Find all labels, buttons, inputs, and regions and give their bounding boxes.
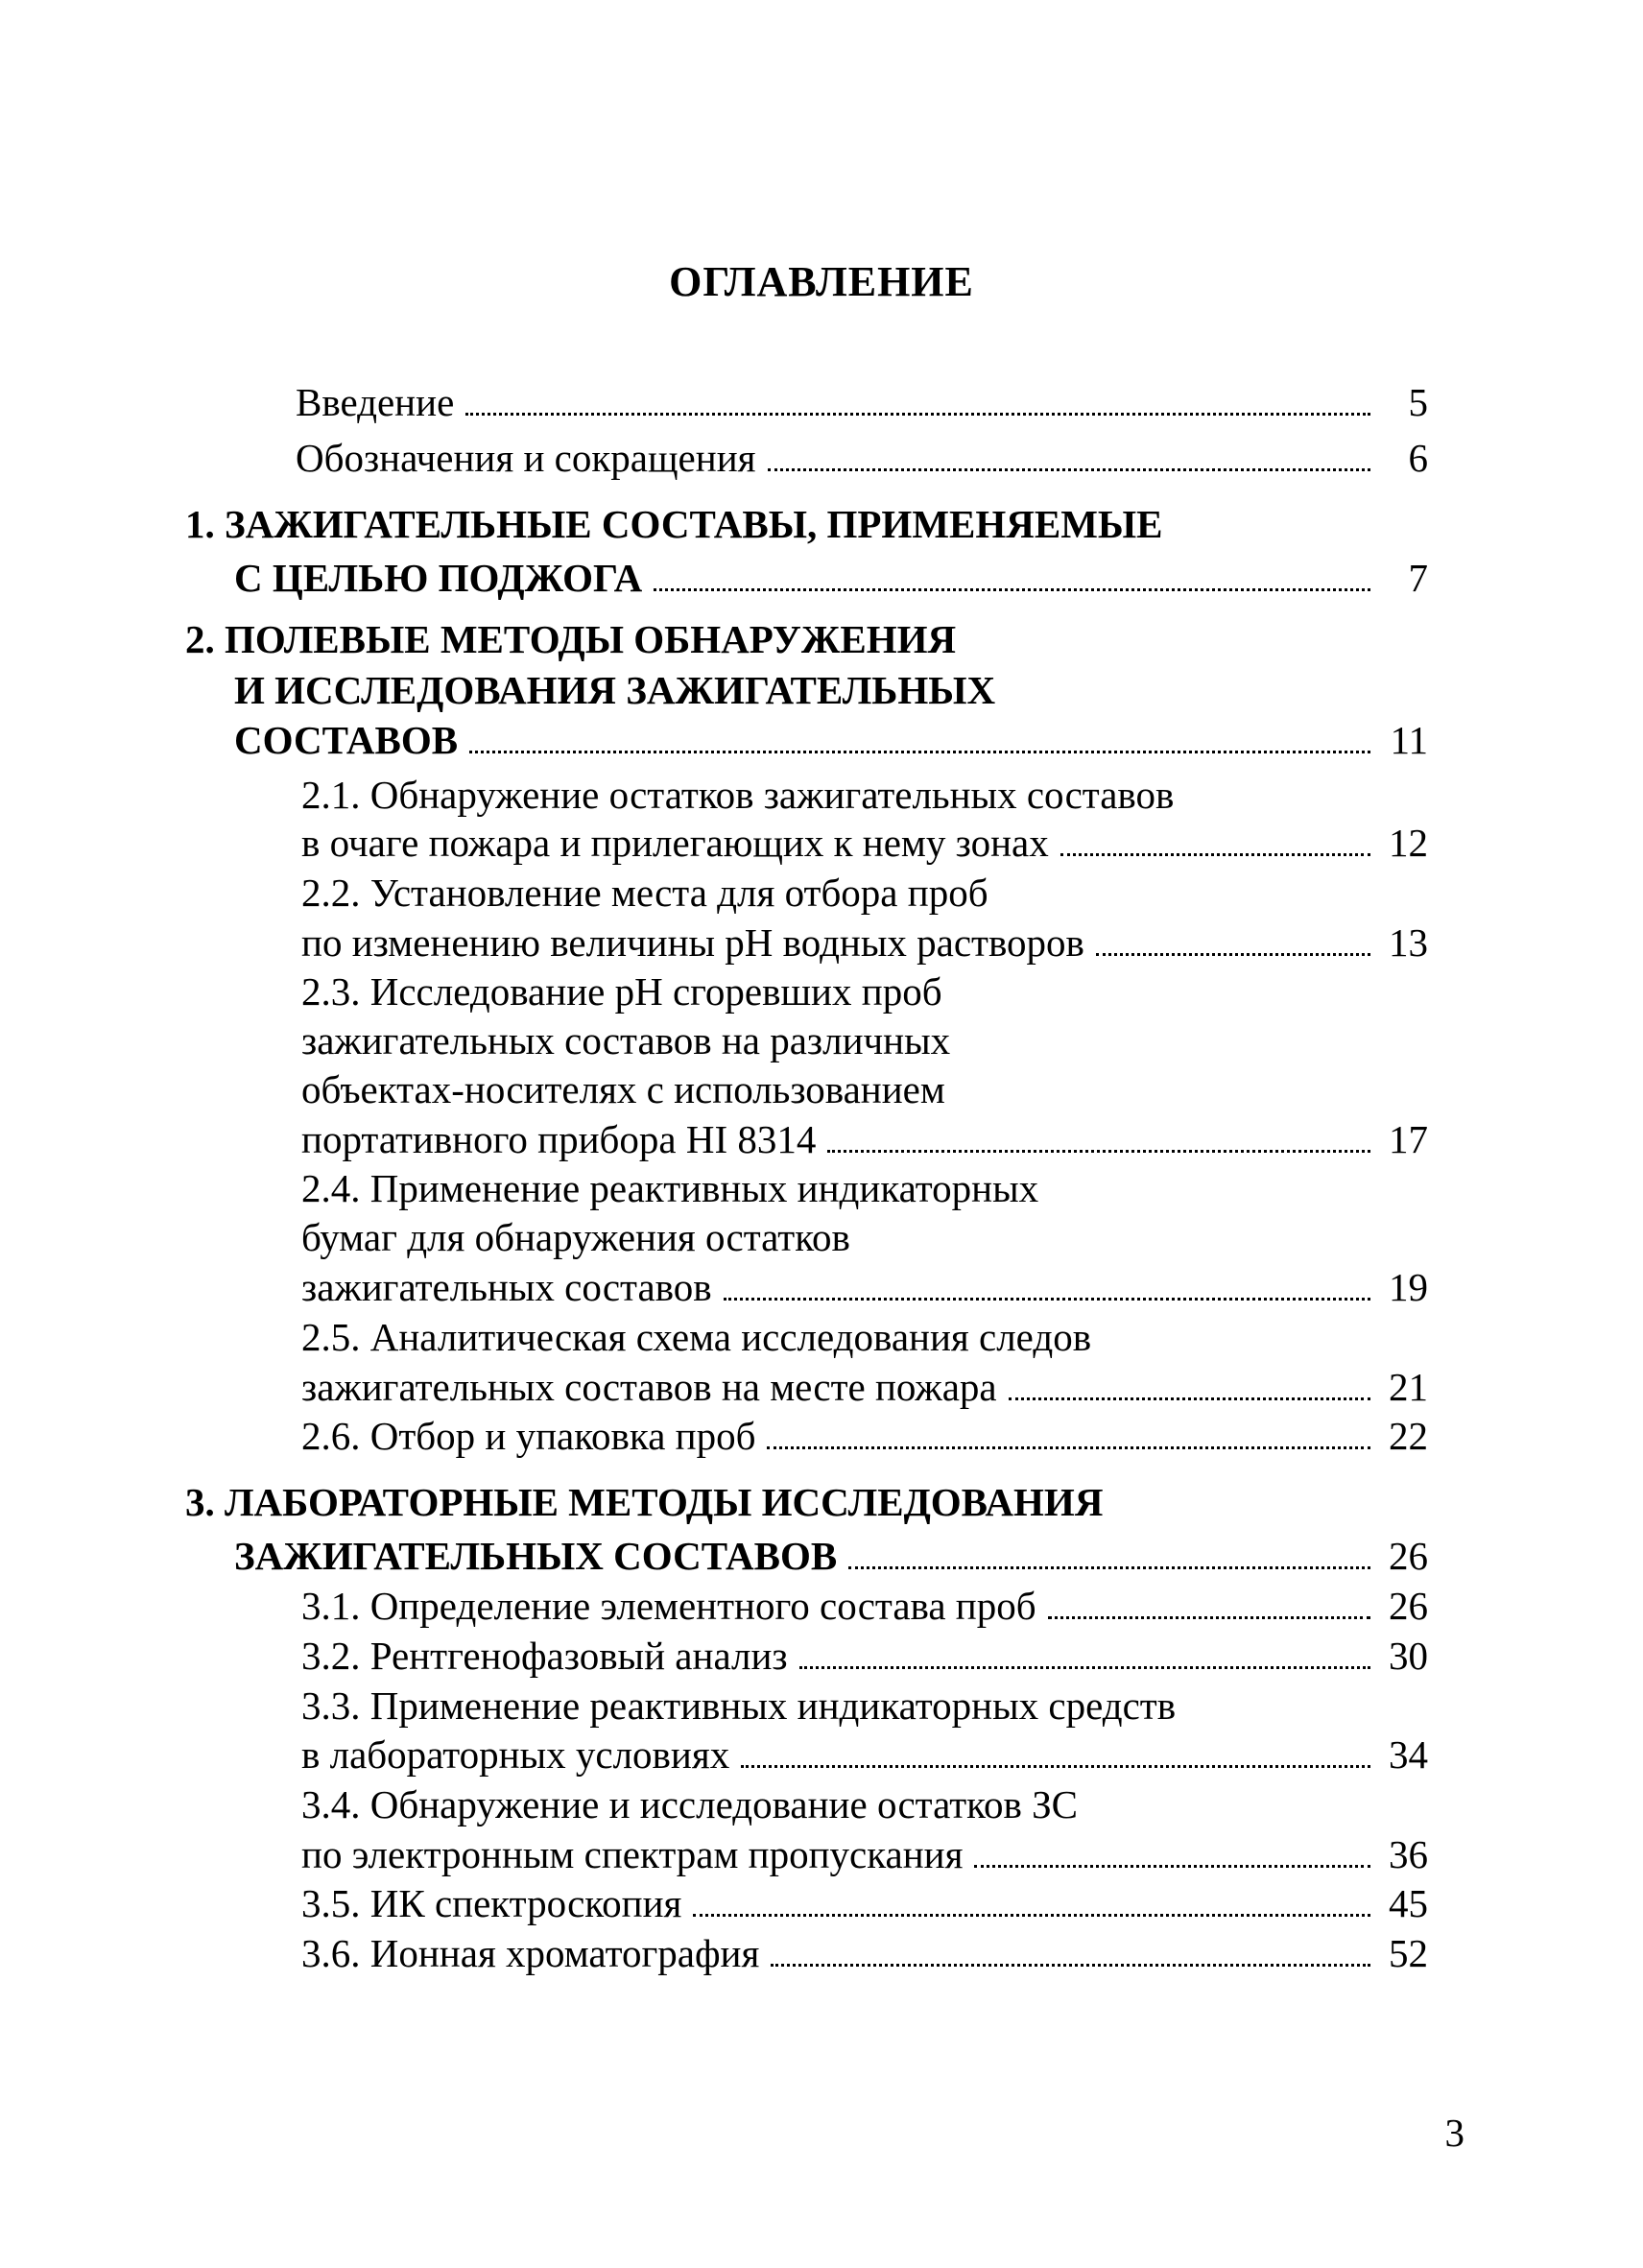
dot-leader <box>1048 1616 1370 1619</box>
toc-section-2-3-line-1 <box>301 967 1428 1015</box>
toc-entry-text: портативного прибора HI 8314 <box>301 1117 817 1161</box>
toc-entry-text: бумаг для обнаружения остатков <box>301 1215 850 1259</box>
toc-page-number: 36 <box>1389 1832 1428 1876</box>
dot-leader <box>1060 853 1370 856</box>
toc-section-2-3-line-2 <box>301 1016 1428 1064</box>
dot-leader <box>848 1566 1370 1569</box>
toc-entry-text: 2. ПОЛЕВЫЕ МЕТОДЫ ОБНАРУЖЕНИЯ <box>185 617 957 661</box>
dot-leader <box>799 1666 1370 1669</box>
toc-section-2-3-line-4 <box>301 1115 1428 1163</box>
dot-leader <box>827 1150 1370 1153</box>
dot-leader <box>1096 953 1370 956</box>
toc-entry-text: объектах-носителях с использованием <box>301 1067 945 1111</box>
toc-page-number: 34 <box>1389 1732 1428 1777</box>
toc-page-number: 30 <box>1389 1634 1428 1678</box>
toc-section-3-1-line-1 <box>301 1582 1428 1630</box>
toc-entry-text: 3.6. Ионная хроматография <box>301 1931 760 1975</box>
toc-entry-text: СОСТАВОВ <box>234 718 459 762</box>
toc-entry-text: 2.3. Исследование pH сгоревших проб <box>301 969 942 1014</box>
page-footer-number: 3 <box>1444 2111 1464 2155</box>
toc-entry-text: зажигательных составов на месте пожара <box>301 1365 997 1409</box>
toc-page-number: 45 <box>1389 1881 1428 1925</box>
toc-section-2-1-line-2 <box>301 819 1428 867</box>
toc-page-number: 12 <box>1389 821 1428 865</box>
toc-chapter-2-line-2 <box>234 666 1428 714</box>
toc-section-2-2-line-1 <box>301 869 1428 917</box>
toc-entry-text: в лабораторных условиях <box>301 1732 730 1777</box>
toc-entry-text: 3.4. Обнаружение и исследование остатков ЗС <box>301 1782 1078 1826</box>
toc-entry-text: 3.2. Рентгенофазовый анализ <box>301 1634 788 1678</box>
toc-entry-text: 2.1. Обнаружение остатков зажигательных составов <box>301 773 1175 817</box>
toc-entry-text: 2.2. Установление места для отбора проб <box>301 871 988 915</box>
toc-section-2-4-line-1 <box>301 1164 1428 1212</box>
toc-entry-text: И ИССЛЕДОВАНИЯ ЗАЖИГАТЕЛЬНЫХ <box>234 668 996 712</box>
toc-page-number: 17 <box>1389 1117 1428 1161</box>
toc-chapter-2-line-1 <box>185 615 1428 663</box>
toc-chapter-1-line-2 <box>234 554 1428 602</box>
toc-entry-text: Обозначения и сокращения <box>296 436 756 480</box>
toc-section-2-2-line-2 <box>301 919 1428 967</box>
toc-entry-text: 2.5. Аналитическая схема исследования следов <box>301 1315 1092 1359</box>
toc-page-number: 52 <box>1389 1931 1428 1975</box>
page-title: ОГЛАВЛЕНИЕ <box>669 258 974 305</box>
toc-entry-text: 2.6. Отбор и упаковка проб <box>301 1414 756 1458</box>
toc-section-3-5-line-1 <box>301 1879 1428 1927</box>
toc-section-2-6-line-1 <box>301 1412 1428 1460</box>
toc-page-number: 26 <box>1389 1534 1428 1578</box>
toc-line-introduction <box>296 378 1428 426</box>
toc-section-3-2-line-1 <box>301 1632 1428 1680</box>
toc-page-number: 7 <box>1408 556 1428 600</box>
dot-leader <box>724 1298 1370 1301</box>
toc-entry-text: зажигательных составов <box>301 1265 712 1309</box>
toc-page-number: 22 <box>1389 1414 1428 1458</box>
toc-entry-text: 3.1. Определение элементного состава проб <box>301 1584 1036 1628</box>
toc-section-3-3-line-2 <box>301 1731 1428 1779</box>
toc-entry-text: зажигательных составов на различных <box>301 1018 951 1062</box>
toc-section-2-5-line-1 <box>301 1313 1428 1361</box>
toc-entry-text: по изменению величины pH водных растворов <box>301 920 1084 965</box>
toc-entry-text: 2.4. Применение реактивных индикаторных <box>301 1166 1039 1210</box>
toc-page-number: 5 <box>1408 380 1428 424</box>
toc-entry-text: 3. ЛАБОРАТОРНЫЕ МЕТОДЫ ИССЛЕДОВАНИЯ <box>185 1480 1104 1524</box>
toc-page-number: 6 <box>1408 436 1428 480</box>
toc-entry-text: С ЦЕЛЬЮ ПОДЖОГА <box>234 556 643 600</box>
toc-page-number: 13 <box>1389 920 1428 965</box>
toc-page-number: 21 <box>1389 1365 1428 1409</box>
dot-leader <box>768 468 1371 471</box>
toc-page-number: 19 <box>1389 1265 1428 1309</box>
toc-chapter-1-line-1 <box>185 500 1428 548</box>
toc-section-2-5-line-2 <box>301 1363 1428 1411</box>
dot-leader <box>654 588 1370 591</box>
toc-entry-text: по электронным спектрам пропускания <box>301 1832 964 1876</box>
toc-chapter-2-line-3 <box>234 716 1428 764</box>
toc-entry-text: Введение <box>296 380 455 424</box>
dot-leader <box>741 1765 1370 1768</box>
toc-section-3-4-line-1 <box>301 1780 1428 1828</box>
toc-section-2-4-line-2 <box>301 1213 1428 1261</box>
dot-leader <box>767 1446 1370 1449</box>
toc-entry-text: 3.3. Применение реактивных индикаторных средств <box>301 1683 1177 1728</box>
toc-chapter-3-line-2 <box>234 1532 1428 1580</box>
dot-leader <box>465 413 1370 416</box>
dot-leader <box>693 1914 1370 1917</box>
toc-page-number: 11 <box>1390 718 1428 762</box>
toc-section-2-4-line-3 <box>301 1263 1428 1311</box>
dot-leader <box>1009 1397 1370 1400</box>
dot-leader <box>771 1964 1370 1967</box>
toc-line-abbreviations <box>296 434 1428 482</box>
toc-entry-text: ЗАЖИГАТЕЛЬНЫХ СОСТАВОВ <box>234 1534 838 1578</box>
toc-chapter-3-line-1 <box>185 1478 1428 1526</box>
toc-section-3-3-line-1 <box>301 1682 1428 1730</box>
toc-page-number: 26 <box>1389 1584 1428 1628</box>
toc-entry-text: 3.5. ИК спектроскопия <box>301 1881 682 1925</box>
toc-section-3-4-line-2 <box>301 1830 1428 1878</box>
dot-leader <box>974 1865 1370 1868</box>
toc-entry-text: в очаге пожара и прилегающих к нему зонах <box>301 821 1049 865</box>
toc-entry-text: 1. ЗАЖИГАТЕЛЬНЫЕ СОСТАВЫ, ПРИМЕНЯЕМЫЕ <box>185 502 1163 546</box>
toc-section-3-6-line-1 <box>301 1929 1428 1977</box>
dot-leader <box>469 751 1370 753</box>
toc-section-2-1-line-1 <box>301 771 1428 819</box>
toc-section-2-3-line-3 <box>301 1065 1428 1113</box>
